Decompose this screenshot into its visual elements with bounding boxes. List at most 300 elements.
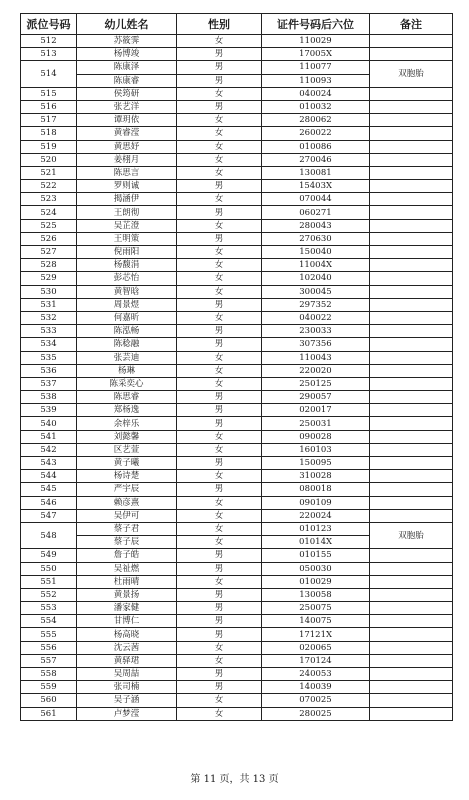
remark-cell bbox=[370, 325, 453, 338]
lottery-number-cell: 519 bbox=[21, 140, 77, 153]
lottery-number-cell: 523 bbox=[21, 193, 77, 206]
remark-cell bbox=[370, 338, 453, 351]
lottery-number-cell: 552 bbox=[21, 588, 77, 601]
child-name-cell: 吴祉燃 bbox=[77, 562, 177, 575]
child-name-cell: 张司楠 bbox=[77, 681, 177, 694]
gender-cell: 女 bbox=[177, 522, 262, 535]
id-last-six-cell: 090109 bbox=[262, 496, 370, 509]
lottery-number-cell: 527 bbox=[21, 246, 77, 259]
id-last-six-cell: 140075 bbox=[262, 615, 370, 628]
remark-cell bbox=[370, 496, 453, 509]
id-last-six-cell: 240053 bbox=[262, 668, 370, 681]
table-row bbox=[21, 298, 453, 311]
table-row bbox=[21, 562, 453, 575]
remark-cell bbox=[370, 641, 453, 654]
lottery-number-cell: 556 bbox=[21, 641, 77, 654]
gender-cell: 女 bbox=[177, 272, 262, 285]
id-last-six-cell: 15403X bbox=[262, 180, 370, 193]
table-row bbox=[21, 681, 453, 694]
id-last-six-cell: 010155 bbox=[262, 549, 370, 562]
child-name-cell: 张芸迪 bbox=[77, 351, 177, 364]
gender-cell: 女 bbox=[177, 153, 262, 166]
child-name-cell: 严宇辰 bbox=[77, 483, 177, 496]
gender-cell: 男 bbox=[177, 483, 262, 496]
gender-cell: 男 bbox=[177, 74, 262, 87]
table-row bbox=[21, 87, 453, 100]
gender-cell: 男 bbox=[177, 391, 262, 404]
child-name-cell: 何嘉昕 bbox=[77, 311, 177, 324]
id-last-six-cell: 270046 bbox=[262, 153, 370, 166]
remark-cell bbox=[370, 48, 453, 61]
lottery-number-cell: 541 bbox=[21, 430, 77, 443]
remark-cell bbox=[370, 694, 453, 707]
table-row bbox=[21, 272, 453, 285]
remark-cell bbox=[370, 219, 453, 232]
table-row bbox=[21, 430, 453, 443]
gender-cell: 女 bbox=[177, 140, 262, 153]
lottery-number-cell: 538 bbox=[21, 391, 77, 404]
remark-cell bbox=[370, 575, 453, 588]
gender-cell: 男 bbox=[177, 588, 262, 601]
child-name-cell: 卢梦滢 bbox=[77, 707, 177, 720]
table-row bbox=[21, 35, 453, 48]
gender-cell: 男 bbox=[177, 615, 262, 628]
table-row bbox=[21, 654, 453, 667]
id-last-six-cell: 250125 bbox=[262, 377, 370, 390]
lottery-number-cell: 514 bbox=[21, 61, 77, 87]
gender-cell: 女 bbox=[177, 443, 262, 456]
table-row bbox=[21, 114, 453, 127]
id-last-six-cell: 250031 bbox=[262, 417, 370, 430]
child-name-cell: 倪雨阳 bbox=[77, 246, 177, 259]
lottery-number-cell: 549 bbox=[21, 549, 77, 562]
gender-cell: 男 bbox=[177, 628, 262, 641]
gender-cell: 女 bbox=[177, 377, 262, 390]
child-name-cell: 刘懿馨 bbox=[77, 430, 177, 443]
child-name-cell: 潘家健 bbox=[77, 602, 177, 615]
remark-cell bbox=[370, 404, 453, 417]
header-remark: 备注 bbox=[370, 14, 453, 35]
table-row bbox=[21, 166, 453, 179]
table-row bbox=[21, 404, 453, 417]
gender-cell: 男 bbox=[177, 100, 262, 113]
lottery-number-cell: 553 bbox=[21, 602, 77, 615]
gender-cell: 女 bbox=[177, 166, 262, 179]
child-name-cell: 张艺洋 bbox=[77, 100, 177, 113]
remark-cell bbox=[370, 615, 453, 628]
child-name-cell: 王明策 bbox=[77, 232, 177, 245]
child-name-cell: 赖彦熹 bbox=[77, 496, 177, 509]
id-last-six-cell: 130058 bbox=[262, 588, 370, 601]
lottery-number-cell: 545 bbox=[21, 483, 77, 496]
gender-cell: 男 bbox=[177, 298, 262, 311]
gender-cell: 男 bbox=[177, 562, 262, 575]
lottery-number-cell: 546 bbox=[21, 496, 77, 509]
gender-cell: 女 bbox=[177, 351, 262, 364]
lottery-number-cell: 539 bbox=[21, 404, 77, 417]
remark-cell bbox=[370, 457, 453, 470]
lottery-number-cell: 526 bbox=[21, 232, 77, 245]
remark-cell bbox=[370, 246, 453, 259]
remark-cell bbox=[370, 100, 453, 113]
remark-cell bbox=[370, 35, 453, 48]
page-footer: 第 11 页，共 13 页 bbox=[190, 774, 279, 785]
table-row bbox=[21, 364, 453, 377]
lottery-number-cell: 561 bbox=[21, 707, 77, 720]
lottery-number-cell: 518 bbox=[21, 127, 77, 140]
id-last-six-cell: 020065 bbox=[262, 641, 370, 654]
id-last-six-cell: 250075 bbox=[262, 602, 370, 615]
table-row bbox=[21, 232, 453, 245]
child-name-cell: 蔡子君 bbox=[77, 522, 177, 535]
id-last-six-cell: 090028 bbox=[262, 430, 370, 443]
lottery-number-cell: 544 bbox=[21, 470, 77, 483]
table-row bbox=[21, 153, 453, 166]
remark-cell bbox=[370, 364, 453, 377]
remark-cell bbox=[370, 602, 453, 615]
remark-cell bbox=[370, 285, 453, 298]
table-row bbox=[21, 285, 453, 298]
gender-cell: 男 bbox=[177, 325, 262, 338]
lottery-number-cell: 554 bbox=[21, 615, 77, 628]
gender-cell: 男 bbox=[177, 457, 262, 470]
id-last-six-cell: 070025 bbox=[262, 694, 370, 707]
lottery-number-cell: 522 bbox=[21, 180, 77, 193]
child-name-cell: 杨高晓 bbox=[77, 628, 177, 641]
gender-cell: 男 bbox=[177, 404, 262, 417]
table-row bbox=[21, 311, 453, 324]
id-last-six-cell: 110077 bbox=[262, 61, 370, 74]
lottery-number-cell: 525 bbox=[21, 219, 77, 232]
remark-cell bbox=[370, 232, 453, 245]
id-last-six-cell: 270630 bbox=[262, 232, 370, 245]
table-row bbox=[21, 351, 453, 364]
table-row bbox=[21, 259, 453, 272]
table-row bbox=[21, 100, 453, 113]
lottery-number-cell: 513 bbox=[21, 48, 77, 61]
id-last-six-cell: 11004X bbox=[262, 259, 370, 272]
remark-cell bbox=[370, 470, 453, 483]
lottery-number-cell: 520 bbox=[21, 153, 77, 166]
table-row bbox=[21, 641, 453, 654]
remark-cell bbox=[370, 377, 453, 390]
child-name-cell: 杨博竣 bbox=[77, 48, 177, 61]
child-name-cell: 陈思言 bbox=[77, 166, 177, 179]
id-last-six-cell: 220024 bbox=[262, 509, 370, 522]
table-row bbox=[21, 61, 453, 74]
gender-cell: 女 bbox=[177, 575, 262, 588]
gender-cell: 女 bbox=[177, 536, 262, 549]
remark-cell bbox=[370, 483, 453, 496]
table-row bbox=[21, 496, 453, 509]
lottery-number-cell: 542 bbox=[21, 443, 77, 456]
lottery-number-cell: 512 bbox=[21, 35, 77, 48]
remark-cell bbox=[370, 654, 453, 667]
gender-cell: 男 bbox=[177, 549, 262, 562]
id-last-six-cell: 010086 bbox=[262, 140, 370, 153]
gender-cell: 男 bbox=[177, 338, 262, 351]
gender-cell: 女 bbox=[177, 246, 262, 259]
child-name-cell: 黄景扬 bbox=[77, 588, 177, 601]
remark-cell bbox=[370, 87, 453, 100]
lottery-number-cell: 532 bbox=[21, 311, 77, 324]
lottery-number-cell: 521 bbox=[21, 166, 77, 179]
lottery-number-cell: 530 bbox=[21, 285, 77, 298]
remark-cell bbox=[370, 443, 453, 456]
table-row bbox=[21, 522, 453, 535]
remark-cell bbox=[370, 628, 453, 641]
child-name-cell: 彭芯怡 bbox=[77, 272, 177, 285]
remark-cell bbox=[370, 351, 453, 364]
id-last-six-cell: 297352 bbox=[262, 298, 370, 311]
remark-cell bbox=[370, 430, 453, 443]
gender-cell: 男 bbox=[177, 61, 262, 74]
remark-cell: 双胞胎 bbox=[370, 522, 453, 548]
table-row bbox=[21, 127, 453, 140]
table-body bbox=[21, 35, 453, 721]
id-last-six-cell: 280043 bbox=[262, 219, 370, 232]
table-row bbox=[21, 457, 453, 470]
table-row bbox=[21, 707, 453, 720]
remark-cell bbox=[370, 153, 453, 166]
id-last-six-cell: 080018 bbox=[262, 483, 370, 496]
child-name-cell: 吴子涵 bbox=[77, 694, 177, 707]
lottery-number-cell: 534 bbox=[21, 338, 77, 351]
lottery-number-cell: 557 bbox=[21, 654, 77, 667]
child-name-cell: 杨馥涓 bbox=[77, 259, 177, 272]
lottery-number-cell: 536 bbox=[21, 364, 77, 377]
remark-cell bbox=[370, 140, 453, 153]
id-last-six-cell: 070044 bbox=[262, 193, 370, 206]
remark-cell bbox=[370, 259, 453, 272]
remark-cell bbox=[370, 166, 453, 179]
id-last-six-cell: 130081 bbox=[262, 166, 370, 179]
gender-cell: 男 bbox=[177, 681, 262, 694]
table-row bbox=[21, 48, 453, 61]
child-name-cell: 余梓乐 bbox=[77, 417, 177, 430]
remark-cell bbox=[370, 298, 453, 311]
child-name-cell: 陈康泽 bbox=[77, 61, 177, 74]
remark-cell bbox=[370, 391, 453, 404]
gender-cell: 女 bbox=[177, 707, 262, 720]
gender-cell: 女 bbox=[177, 641, 262, 654]
lottery-number-cell: 543 bbox=[21, 457, 77, 470]
gender-cell: 男 bbox=[177, 668, 262, 681]
gender-cell: 女 bbox=[177, 311, 262, 324]
id-last-six-cell: 17005X bbox=[262, 48, 370, 61]
child-name-cell: 吴芷澄 bbox=[77, 219, 177, 232]
id-last-six-cell: 102040 bbox=[262, 272, 370, 285]
child-name-cell: 侯筠研 bbox=[77, 87, 177, 100]
header-child-name: 幼儿姓名 bbox=[77, 14, 177, 35]
table-row bbox=[21, 417, 453, 430]
child-name-cell: 詹子皓 bbox=[77, 549, 177, 562]
lottery-number-cell: 548 bbox=[21, 522, 77, 548]
gender-cell: 女 bbox=[177, 87, 262, 100]
table-row bbox=[21, 377, 453, 390]
remark-cell bbox=[370, 114, 453, 127]
child-name-cell: 周景煜 bbox=[77, 298, 177, 311]
table-row bbox=[21, 206, 453, 219]
child-name-cell: 王朗彻 bbox=[77, 206, 177, 219]
gender-cell: 女 bbox=[177, 430, 262, 443]
table-row bbox=[21, 615, 453, 628]
table-row bbox=[21, 338, 453, 351]
child-name-cell: 苏筱霁 bbox=[77, 35, 177, 48]
remark-cell: 双胞胎 bbox=[370, 61, 453, 87]
lottery-number-cell: 515 bbox=[21, 87, 77, 100]
child-name-cell: 沈云茜 bbox=[77, 641, 177, 654]
lottery-number-cell: 559 bbox=[21, 681, 77, 694]
gender-cell: 女 bbox=[177, 364, 262, 377]
lottery-number-cell: 528 bbox=[21, 259, 77, 272]
table-row bbox=[21, 325, 453, 338]
remark-cell bbox=[370, 588, 453, 601]
gender-cell: 女 bbox=[177, 496, 262, 509]
id-last-six-cell: 010123 bbox=[262, 522, 370, 535]
table-row bbox=[21, 588, 453, 601]
gender-cell: 男 bbox=[177, 417, 262, 430]
id-last-six-cell: 170124 bbox=[262, 654, 370, 667]
table-row bbox=[21, 246, 453, 259]
id-last-six-cell: 280062 bbox=[262, 114, 370, 127]
child-name-cell: 区艺萱 bbox=[77, 443, 177, 456]
gender-cell: 女 bbox=[177, 193, 262, 206]
gender-cell: 男 bbox=[177, 180, 262, 193]
child-name-cell: 蔡子辰 bbox=[77, 536, 177, 549]
id-last-six-cell: 260022 bbox=[262, 127, 370, 140]
id-last-six-cell: 110029 bbox=[262, 35, 370, 48]
gender-cell: 女 bbox=[177, 127, 262, 140]
child-name-cell: 揭涵伊 bbox=[77, 193, 177, 206]
table-row bbox=[21, 140, 453, 153]
child-name-cell: 黄思妤 bbox=[77, 140, 177, 153]
gender-cell: 女 bbox=[177, 470, 262, 483]
lottery-number-cell: 551 bbox=[21, 575, 77, 588]
child-name-cell: 陈稔融 bbox=[77, 338, 177, 351]
child-name-cell: 陈采奕心 bbox=[77, 377, 177, 390]
remark-cell bbox=[370, 549, 453, 562]
id-last-six-cell: 310028 bbox=[262, 470, 370, 483]
remark-cell bbox=[370, 180, 453, 193]
id-last-six-cell: 010029 bbox=[262, 575, 370, 588]
id-last-six-cell: 040024 bbox=[262, 87, 370, 100]
remark-cell bbox=[370, 707, 453, 720]
id-last-six-cell: 110043 bbox=[262, 351, 370, 364]
lottery-number-cell: 537 bbox=[21, 377, 77, 390]
id-last-six-cell: 300045 bbox=[262, 285, 370, 298]
lottery-number-cell: 547 bbox=[21, 509, 77, 522]
table-row bbox=[21, 470, 453, 483]
child-name-cell: 罗则诚 bbox=[77, 180, 177, 193]
id-last-six-cell: 01014X bbox=[262, 536, 370, 549]
table-row bbox=[21, 575, 453, 588]
remark-cell bbox=[370, 509, 453, 522]
lottery-number-cell: 555 bbox=[21, 628, 77, 641]
table-row bbox=[21, 549, 453, 562]
id-last-six-cell: 060271 bbox=[262, 206, 370, 219]
lottery-number-cell: 524 bbox=[21, 206, 77, 219]
child-name-cell: 姜栩月 bbox=[77, 153, 177, 166]
child-name-cell: 黄智晗 bbox=[77, 285, 177, 298]
remark-cell bbox=[370, 311, 453, 324]
lottery-number-cell: 550 bbox=[21, 562, 77, 575]
header-lottery-number: 派位号码 bbox=[21, 14, 77, 35]
lottery-number-cell: 531 bbox=[21, 298, 77, 311]
gender-cell: 女 bbox=[177, 35, 262, 48]
id-last-six-cell: 010032 bbox=[262, 100, 370, 113]
id-last-six-cell: 220020 bbox=[262, 364, 370, 377]
child-name-cell: 陈康睿 bbox=[77, 74, 177, 87]
lottery-number-cell: 516 bbox=[21, 100, 77, 113]
remark-cell bbox=[370, 668, 453, 681]
table-row bbox=[21, 628, 453, 641]
child-name-cell: 吴周喆 bbox=[77, 668, 177, 681]
table-row bbox=[21, 483, 453, 496]
child-name-cell: 黄驿珺 bbox=[77, 654, 177, 667]
table-row bbox=[21, 694, 453, 707]
remark-cell bbox=[370, 417, 453, 430]
lottery-number-cell: 558 bbox=[21, 668, 77, 681]
header-id-last-six: 证件号码后六位 bbox=[262, 14, 370, 35]
header-gender: 性别 bbox=[177, 14, 262, 35]
id-last-six-cell: 150095 bbox=[262, 457, 370, 470]
gender-cell: 男 bbox=[177, 602, 262, 615]
id-last-six-cell: 020017 bbox=[262, 404, 370, 417]
gender-cell: 男 bbox=[177, 206, 262, 219]
table-row bbox=[21, 219, 453, 232]
id-last-six-cell: 040022 bbox=[262, 311, 370, 324]
gender-cell: 男 bbox=[177, 48, 262, 61]
gender-cell: 女 bbox=[177, 654, 262, 667]
id-last-six-cell: 307356 bbox=[262, 338, 370, 351]
lottery-number-cell: 535 bbox=[21, 351, 77, 364]
table-header-row bbox=[21, 14, 453, 35]
table-row bbox=[21, 443, 453, 456]
lottery-number-cell: 540 bbox=[21, 417, 77, 430]
child-name-cell: 黄子曦 bbox=[77, 457, 177, 470]
lottery-number-cell: 517 bbox=[21, 114, 77, 127]
child-name-cell: 杜雨晴 bbox=[77, 575, 177, 588]
remark-cell bbox=[370, 681, 453, 694]
child-name-cell: 陈泓畅 bbox=[77, 325, 177, 338]
lottery-number-cell: 560 bbox=[21, 694, 77, 707]
id-last-six-cell: 110093 bbox=[262, 74, 370, 87]
gender-cell: 女 bbox=[177, 114, 262, 127]
remark-cell bbox=[370, 206, 453, 219]
table-row bbox=[21, 180, 453, 193]
remark-cell bbox=[370, 272, 453, 285]
child-name-cell: 杨琳 bbox=[77, 364, 177, 377]
id-last-six-cell: 050030 bbox=[262, 562, 370, 575]
remark-cell bbox=[370, 562, 453, 575]
gender-cell: 女 bbox=[177, 694, 262, 707]
lottery-number-cell: 533 bbox=[21, 325, 77, 338]
table-row bbox=[21, 668, 453, 681]
child-name-cell: 郑杨逸 bbox=[77, 404, 177, 417]
table-row bbox=[21, 602, 453, 615]
gender-cell: 男 bbox=[177, 232, 262, 245]
child-name-cell: 黄睿滢 bbox=[77, 127, 177, 140]
gender-cell: 女 bbox=[177, 259, 262, 272]
gender-cell: 女 bbox=[177, 285, 262, 298]
id-last-six-cell: 160103 bbox=[262, 443, 370, 456]
remark-cell bbox=[370, 127, 453, 140]
table-row bbox=[21, 193, 453, 206]
lottery-number-cell: 529 bbox=[21, 272, 77, 285]
id-last-six-cell: 290057 bbox=[262, 391, 370, 404]
child-name-cell: 吴伊可 bbox=[77, 509, 177, 522]
